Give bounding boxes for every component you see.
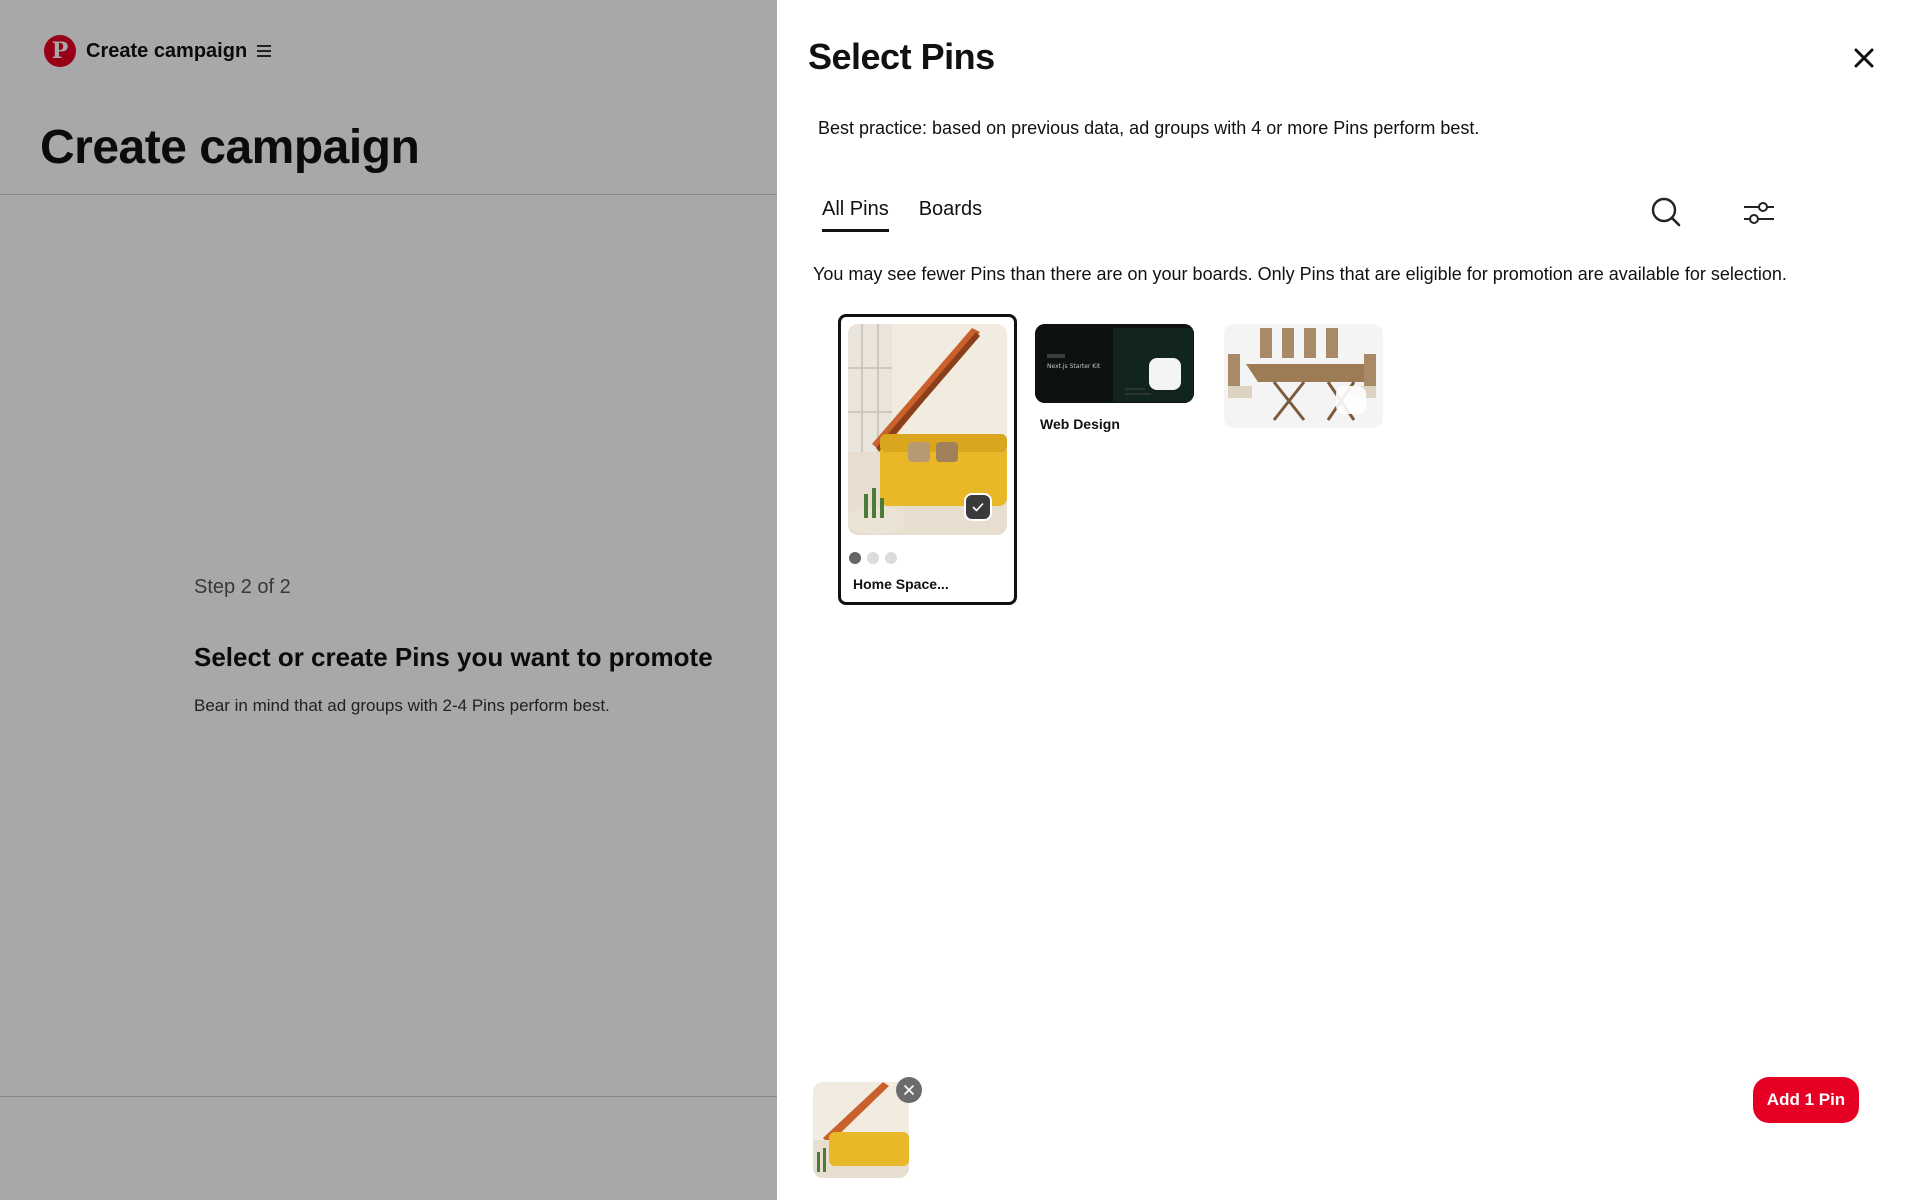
panel-title: Select Pins [808,36,995,77]
close-button[interactable] [1850,44,1878,72]
pin-card-dining-table[interactable] [1224,324,1384,428]
pin-image-dining-table [1224,324,1383,428]
section-description: Bear in mind that ad groups with 2-4 Pins perform best. [194,696,610,715]
tab-all-pins[interactable]: All Pins [822,198,889,232]
selected-pin-thumbnail[interactable] [813,1082,909,1178]
carousel-dot [885,552,897,564]
header-title: Create campaign [86,39,248,62]
filter-button[interactable] [1742,198,1776,228]
search-button[interactable] [1650,196,1682,228]
pinterest-logo-icon[interactable]: P [44,35,76,67]
best-practice-hint: Best practice: based on previous data, ad groups with 4 or more Pins perform best. [818,118,1480,138]
selected-check-icon [964,493,992,521]
eligibility-notice: You may see fewer Pins than there are on your boards. Only Pins that are eligible for promotion are available for selection. [813,264,1787,284]
carousel-dot [849,552,861,564]
pin-title: Home Space... [853,576,949,592]
carousel-indicator [849,552,897,564]
add-pins-button[interactable]: Add 1 Pin [1753,1077,1859,1123]
page-title: Create campaign [40,121,420,174]
remove-selected-pin-button[interactable] [896,1077,922,1103]
close-icon [902,1083,916,1097]
pin-source-tabs [822,198,982,232]
close-icon [1850,44,1878,72]
modal-overlay[interactable] [0,0,777,1200]
carousel-dot [867,552,879,564]
tab-boards[interactable]: Boards [918,198,983,220]
mini-site-title: Next.js Starter Kit [1047,363,1101,370]
section-title: Select or create Pins you want to promote [194,642,713,672]
select-pins-panel [777,0,1920,1200]
search-icon [1650,196,1682,228]
filter-sliders-icon [1742,198,1776,228]
pin-title: Web Design [1040,416,1120,432]
step-label: Step 2 of 2 [194,576,291,598]
pin-image-web-design [1035,324,1194,403]
pin-card-web-design[interactable] [1035,324,1195,436]
pin-card-home-space[interactable] [838,314,1017,605]
